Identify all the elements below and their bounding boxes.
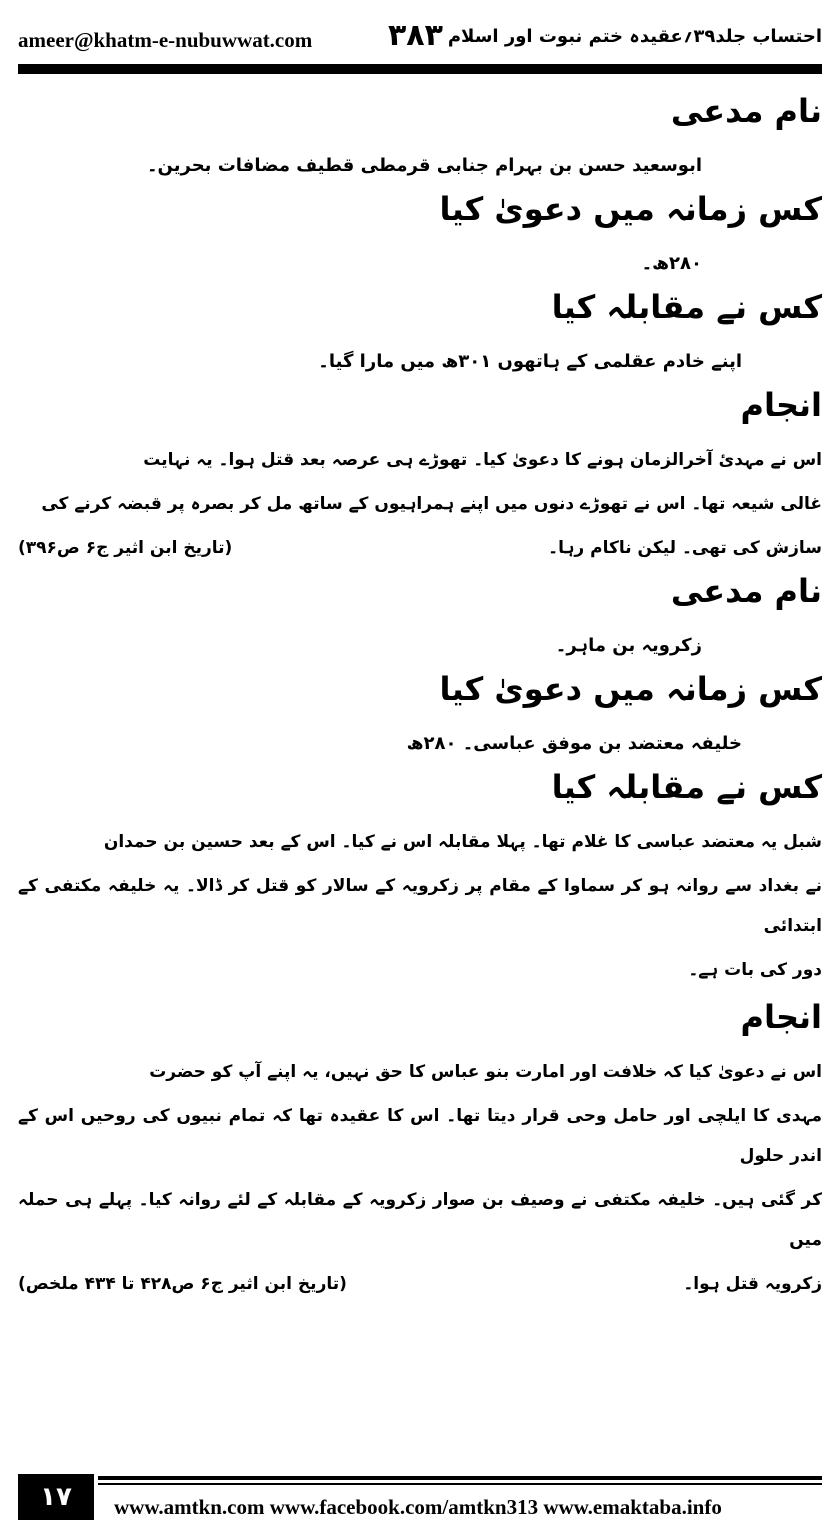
- footer-rule: [98, 1476, 822, 1480]
- heading-opposed-2: کس نے مقابلہ کیا: [551, 768, 822, 806]
- opposed-paragraph-2-line-3: دور کی بات ہے۔: [688, 960, 822, 980]
- end-paragraph-2-line-3: کر گئی ہیں۔ خلیفہ مکتفی نے وصیف بن صوار زکرویہ کے مقابلہ کے لئے روانہ کیا۔ پہلے ہی حملہ میں: [18, 1190, 822, 1250]
- page-footer: [18, 1474, 822, 1520]
- page-content: [18, 88, 822, 1460]
- end-paragraph-2-line-2: مہدی کا ایلچی اور حامل وحی قرار دیتا تھا۔ اس کا عقیدہ تھا کہ تمام نبیوں کی روحیں اس کے اندر حلول: [18, 1106, 822, 1166]
- header-rule: [18, 64, 822, 74]
- heading-claimant-name-1: نام مدعی: [670, 92, 822, 130]
- header-book-title: احتساب جلد۳۹؍عقیدہ ختم نبوت اور اسلام: [447, 26, 822, 47]
- footer-page-box: ۱۷: [18, 1474, 94, 1520]
- footer-rule-thin: [98, 1483, 822, 1485]
- opposed-1: اپنے خادم عقلمی کے ہاتھوں ۳۰۱ھ میں مارا گیا۔: [318, 351, 742, 372]
- citation-1: (تاریخ ابن اثیر ج۶ ص۳۹۶): [18, 538, 233, 558]
- end-paragraph-1-last-line: سازش کی تھی۔ لیکن ناکام رہا۔: [548, 538, 822, 558]
- heading-opposed-1: کس نے مقابلہ کیا: [551, 288, 822, 326]
- heading-claim-time-1: کس زمانہ میں دعویٰ کیا: [439, 190, 822, 228]
- header-email: ameer@khatm-e-nubuwwat.com: [18, 28, 313, 52]
- citation-2: (تاریخ ابن اثیر ج۶ ص۴۲۸ تا ۴۳۴ ملخص): [18, 1274, 347, 1294]
- end-paragraph-1-last-row: [18, 528, 822, 568]
- end-paragraph-1-line-2: غالی شیعہ تھا۔ اس نے تھوڑے دنوں میں اپنے ہمراہیوں کے ساتھ مل کر بصرہ پر قبضہ کرنے کی: [41, 494, 822, 514]
- claimant-name-2: زکرویہ بن ماہر۔: [555, 635, 702, 656]
- heading-end-2: انجام: [740, 998, 822, 1036]
- header-page-number: ۳۸۳: [388, 18, 443, 53]
- page-header: [18, 18, 822, 58]
- heading-end-1: انجام: [740, 386, 822, 424]
- claim-time-1: ۲۸۰ھ۔: [641, 253, 702, 274]
- footer-urls: www.amtkn.com www.facebook.com/amtkn313 www.emaktaba.info: [114, 1495, 722, 1519]
- opposed-paragraph-2-line-1: شبل یہ معتضد عباسی کا غلام تھا۔ پہلا مقابلہ اس نے کیا۔ اس کے بعد حسین بن حمدان: [103, 832, 822, 852]
- claim-time-2: خلیفہ معتضد بن موفق عباسی۔ ۲۸۰ھ: [406, 733, 742, 754]
- end-paragraph-2-last-row: [18, 1264, 822, 1304]
- end-paragraph-1-line-1: اس نے مہدیٔ آخرالزمان ہونے کا دعویٰ کیا۔ تھوڑے ہی عرصہ بعد قتل ہوا۔ یہ نہایت: [143, 450, 822, 470]
- end-paragraph-2-last-line: زکرویہ قتل ہوا۔: [683, 1274, 822, 1294]
- claimant-name-1: ابوسعید حسن بن بہرام جنابی قرمطی قطیف مضافات بحرین۔: [147, 155, 702, 176]
- heading-claimant-name-2: نام مدعی: [670, 572, 822, 610]
- heading-claim-time-2: کس زمانہ میں دعویٰ کیا: [439, 670, 822, 708]
- opposed-paragraph-2-line-2: نے بغداد سے روانہ ہو کر سماوا کے مقام پر زکرویہ کے سالار کو قتل کر ڈالا۔ یہ خلیفہ مکتفی کے ابتدائی: [18, 876, 822, 936]
- end-paragraph-2-line-1: اس نے دعویٰ کیا کہ خلافت اور امارت بنو عباس کا حق نہیں، یہ اپنے آپ کو حضرت: [149, 1062, 822, 1082]
